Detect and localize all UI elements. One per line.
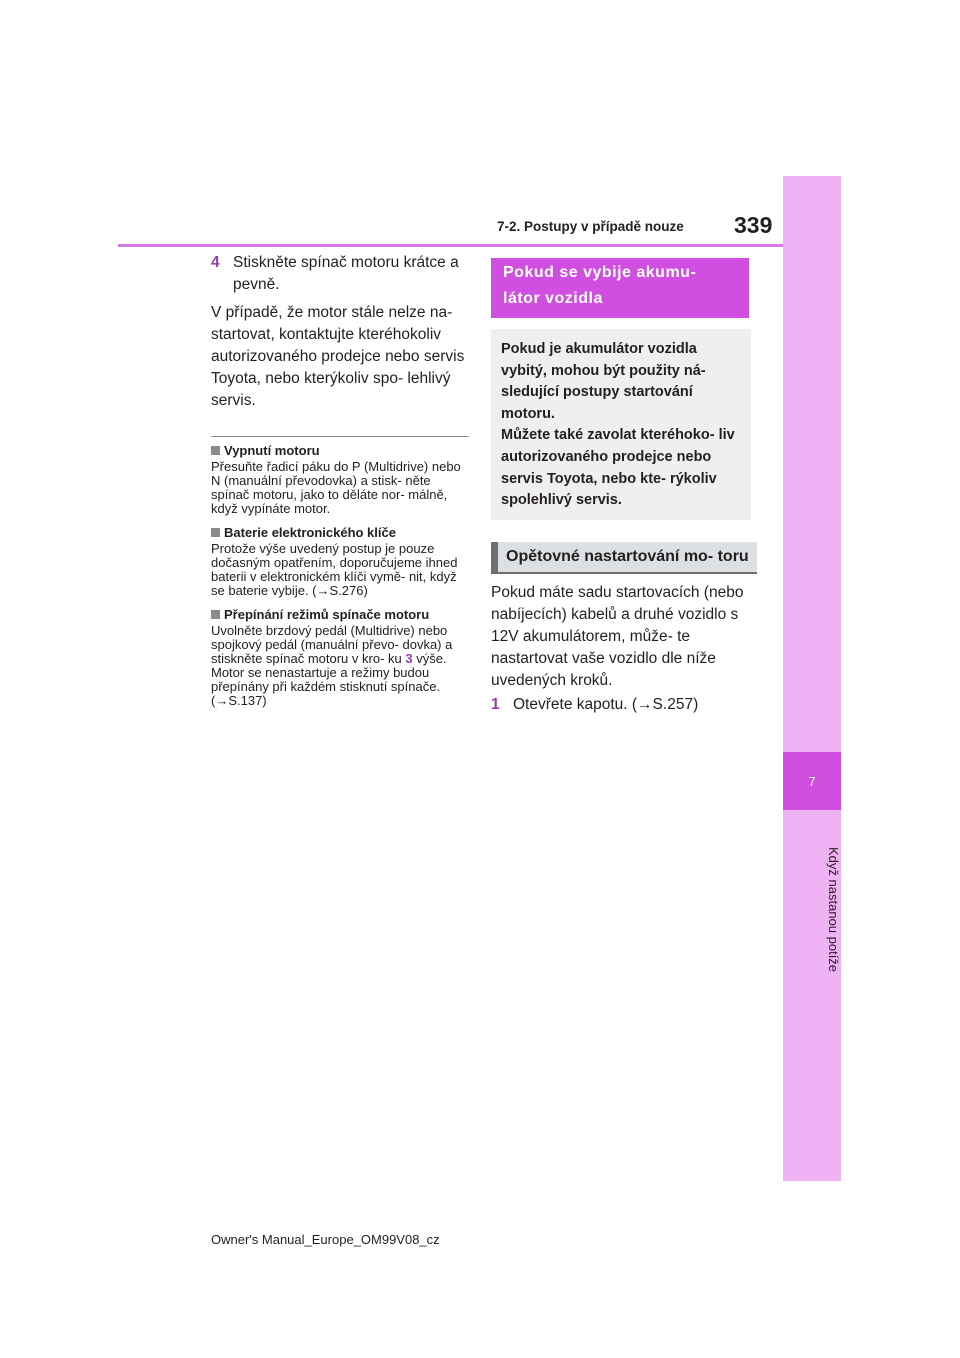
step-1 — [491, 694, 753, 716]
square-bullet-icon — [211, 610, 220, 619]
step-number: 1 — [491, 695, 500, 713]
step-number: 4 — [211, 254, 220, 271]
note-text: Protože výše uvedený postup je pouze dočasným opatřením, doporučujeme ihned baterii v elektronickém klíči vymě- nit, když se baterie vybije. (→S.276) — [211, 541, 458, 598]
note-heading — [211, 525, 469, 540]
step-text: Otevřete kapotu. (→S.257) — [513, 695, 699, 713]
square-bullet-icon — [211, 446, 220, 455]
header-rule — [118, 244, 783, 247]
footer-text: Owner's Manual_Europe_OM99V08_cz — [211, 1232, 440, 1247]
step-text: Stiskněte spínač motoru krátce a pevně. — [233, 254, 459, 293]
side-chapter-tab — [783, 176, 841, 1181]
left-column — [211, 252, 469, 708]
section-title: 7-2. Postupy v případě nouze — [497, 219, 684, 234]
subsection-heading: Opětovné nastartování mo- toru — [491, 542, 757, 574]
step-reference: 3 — [405, 651, 413, 666]
body-paragraph: V případě, že motor stále nelze na- startovat, kontaktujte kteréhokoliv autorizovaného prodejce nebo servis Toyota, nebo kterýkoliv spo- lehlivý servis. — [211, 304, 465, 409]
step-4 — [211, 252, 469, 296]
note-heading — [211, 607, 469, 622]
info-box — [491, 329, 751, 520]
info-text: Můžete také zavolat kteréhoko- liv autorizovaného prodejce nebo servis Toyota, nebo kte- rýkoliv spolehlivý servis. — [501, 427, 735, 509]
note-text: Motor se nenastartuje a režimy budou přepínány při každém stisknutí spínače. (→S.137) — [211, 665, 441, 708]
right-column — [491, 258, 753, 716]
info-text: Pokud je akumulátor vozidla vybitý, mohou být použity ná- sledující postupy startování motoru. — [501, 341, 706, 422]
note-text-part: výše. — [416, 651, 447, 666]
chapter-title: Když nastanou potíže — [826, 847, 841, 973]
divider — [211, 436, 469, 437]
note-text — [211, 624, 469, 666]
note-title: Baterie elektronického klíče — [224, 525, 396, 540]
note-title: Vypnutí motoru — [224, 443, 320, 458]
square-bullet-icon — [211, 528, 220, 537]
emergency-heading: Pokud se vybije akumu- látor vozidla — [491, 258, 749, 318]
note-text: Přesuňte řadicí páku do P (Multidrive) nebo N (manuální převodovka) a stisk- něte spínač motoru, jako to děláte nor- málně, když vypínáte motor. — [211, 459, 461, 516]
note-title: Přepínání režimů spínače motoru — [224, 607, 430, 622]
body-paragraph: Pokud máte sadu startovacích (nebo nabíjecích) kabelů a druhé vozidlo s 12V akumulátorem, může- te nastartovat vaše vozidlo dle níže uvedených kroků. — [491, 583, 744, 689]
chapter-number-box — [783, 752, 841, 810]
note-text-part: Uvolněte brzdový pedál (Multidrive) nebo spojkový pedál (manuální převo- dovka) a stiskněte spínač motoru v kro- ku — [211, 623, 453, 666]
chapter-number: 7 — [808, 773, 816, 789]
page-number: 339 — [734, 212, 773, 238]
note-heading — [211, 443, 469, 458]
